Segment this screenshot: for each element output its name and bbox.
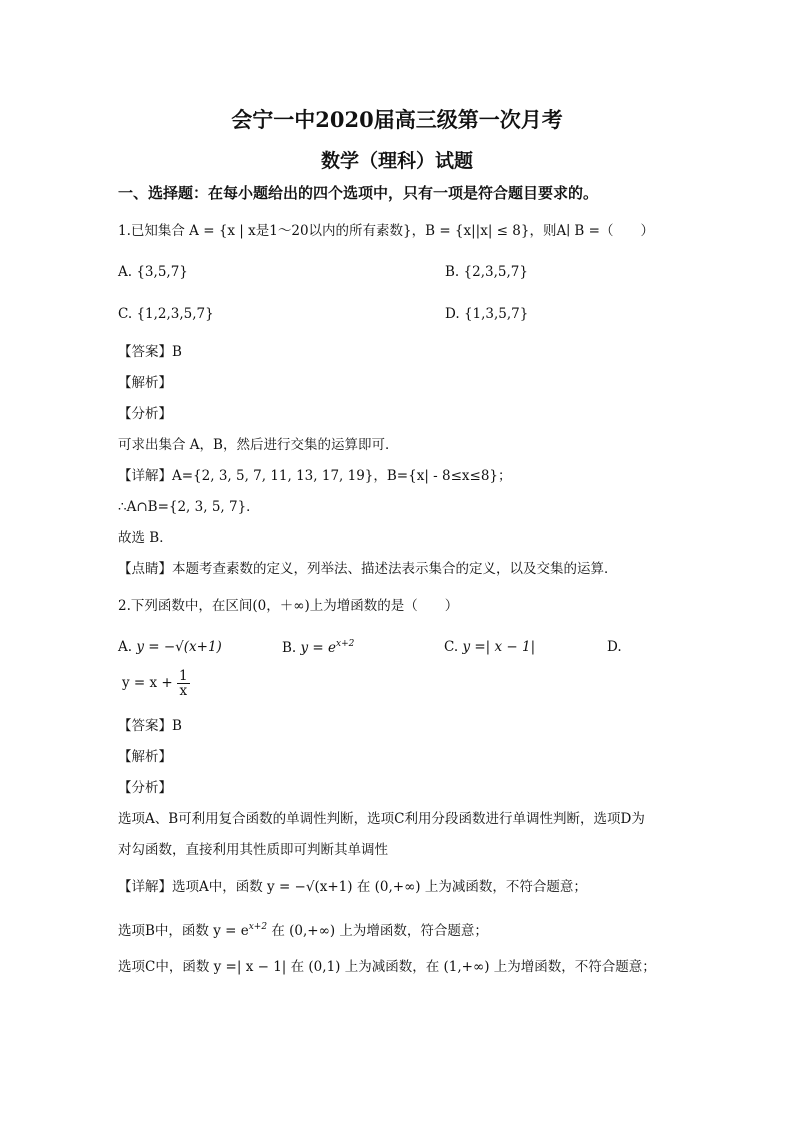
q2-fenxi-line2: 对勾函数，直接利用其性质即可判断其单调性 [118,842,388,858]
q1-stem: 1.已知集合 A = {x | x是1～20以内的所有素数}，B = {x||x| ≤ 8}，则A∣ B =（ ） [118,223,654,239]
option-text: y = −√(x+1) [136,639,222,655]
denominator: x [179,683,188,699]
q1-xiangjie: 【详解】A={2, 3, 5, 7, 11, 13, 17, 19}，B={x| - 8≤x≤8}； [118,468,512,484]
fraction [177,669,190,698]
q2-answer: 【答案】B [118,718,182,734]
q2-xiangjie-c: 选项C中，函数 y =| x − 1| 在 (0,1) 上为减函数，在 (1,+∞) 上为增函数，不符合题意； [118,959,656,975]
option-label: A. [118,639,133,655]
option-label: B. [445,264,460,280]
option-text: y = e [300,640,337,656]
q2-stem: 2.下列函数中，在区间(0，＋∞)上为增函数的是（ ） [118,598,459,614]
q1-option-c [118,306,214,322]
q2-option-a [118,639,222,655]
numerator: 1 [179,668,188,684]
q2-xiangjie-a: 【详解】选项A中，函数 y = −√(x+1) 在 (0,+∞) 上为减函数，不符合题意； [118,879,587,895]
option-text: {2,3,5,7} [463,264,528,280]
q2-fenxi-label: 【分析】 [118,780,172,796]
q1-jiexi: 【解析】 [118,375,172,391]
option-label: C. [444,639,459,655]
exponent: x+2 [248,922,268,932]
q2-option-c [444,639,535,655]
text-post: 在 (0,+∞) 上为增函数，符合题意； [267,923,488,939]
q1-fenxi-label: 【分析】 [118,406,172,422]
formula-lhs: y = x + [122,675,173,691]
option-label: C. [118,306,133,322]
q2-xiangjie-b [118,918,488,940]
q1-fenxi: 可求出集合 A，B，然后进行交集的运算即可． [118,437,399,453]
q2-jiexi: 【解析】 [118,749,172,765]
text-pre: 选项B中，函数 y = e [118,923,249,939]
option-text: {1,3,5,7} [463,306,529,322]
option-text: {3,5,7} [136,264,188,280]
q2-option-d-formula [122,669,190,698]
q1-option-d [445,306,528,322]
q1-answer: 【答案】B [118,344,182,360]
option-text: {1,2,3,5,7} [136,306,214,322]
q2-option-b [282,639,354,656]
q1-dianjing: 【点睛】本题考查素数的定义，列举法、描述法表示集合的定义，以及交集的运算． [118,561,618,577]
q1-conclusion: ∴A∩B={2, 3, 5, 7}． [118,499,260,515]
q2-fenxi-line1: 选项A、B可利用复合函数的单调性判断，选项C利用分段函数进行单调性判断，选项D为 [118,811,645,827]
page-title: 会宁一中2020届高三级第一次月考 [231,107,563,132]
page-subtitle: 数学（理科）试题 [320,150,473,172]
option-text: y =| x − 1| [462,639,536,655]
option-label: A. [118,264,133,280]
q2-option-d [607,639,622,655]
option-label: D. [607,639,622,655]
q1-option-b [445,264,528,280]
section-heading: 一、选择题：在每小题给出的四个选项中，只有一项是符合题目要求的。 [118,184,599,202]
option-label: D. [445,306,460,322]
q1-choose: 故选 B． [118,530,173,546]
option-label: B. [282,640,297,656]
exponent: x+2 [336,639,355,649]
q1-option-a [118,264,188,280]
